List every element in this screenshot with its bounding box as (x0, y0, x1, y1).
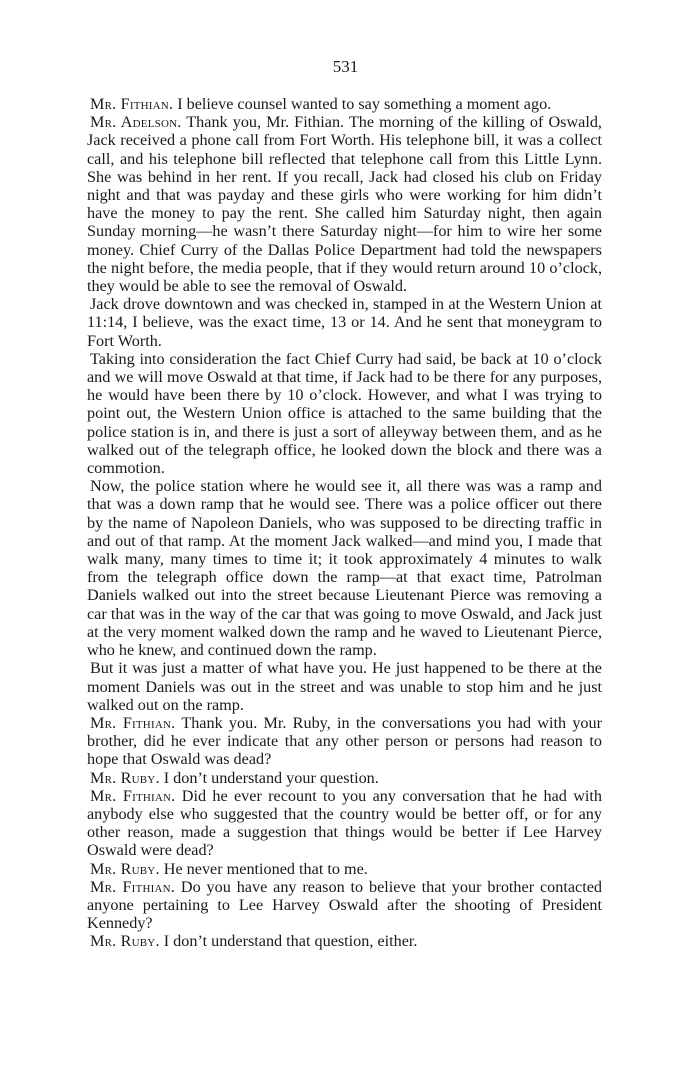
paragraph-10 (87, 860, 602, 878)
paragraph-text: He never mentioned that to me. (159, 859, 368, 878)
paragraph-text: I don’t understand that question, either. (159, 932, 418, 951)
paragraph-7 (87, 714, 602, 769)
paragraph-text: Thank you. Mr. Ruby, in the conversations you had with your brother, did he ever indicate that any other person or persons had reason to hope that Oswald was dead? (87, 713, 602, 769)
speaker-label: Mr. Fithian. (90, 95, 174, 113)
paragraph-2 (87, 113, 602, 295)
paragraph-text: Thank you, Mr. Fithian. The morning of the killing of Oswald, Jack received a phone call from Fort Worth. His telephone bill, it was a collect call, and his telephone bill reflected that telephone call from this Little Lynn. She was behind in her rent. If you recall, Jack had closed his club on Friday night and that was payday and these girls who were working for him didn’t have the money to pay the rent. She called him Saturday night, then again Sunday morning—he wasn’t there Saturday night—for him to wire her some money. Chief Curry of the Dallas Police Department had told the newspapers the night before, the media people, that if they would return around 10 o’clock, they would be able to see the removal of Oswald. (87, 113, 602, 296)
paragraph-3 (87, 295, 602, 350)
speaker-label: Mr. Adelson. (90, 113, 182, 132)
paragraph-text: But it was just a matter of what have you. He just happened to be there at the moment Daniels was out in the street and was unable to stop him and he just walked out on the ramp. (87, 659, 602, 714)
speaker-label: Mr. Ruby. (90, 932, 160, 951)
speaker-label: Mr. Ruby. (90, 768, 160, 787)
paragraph-1 (87, 95, 602, 113)
speaker-label: Mr. Fithian. (90, 877, 175, 896)
paragraph-text: Taking into consideration the fact Chief Curry had said, be back at 10 o’clock and we will move Oswald at that time, if Jack had to be there for any purposes, he would have been there by 10 o’clock. However, and what I was trying to point out, the Western Union office is attached to the same building that the police station is in, and there is just a sort of alleyway between them, and as he walked out of the telegraph office, he looked down the block and there was a commotion. (87, 349, 602, 478)
speaker-label: Mr. Fithian. (90, 786, 176, 805)
transcript-body (87, 95, 602, 951)
paragraph-5 (87, 477, 602, 659)
paragraph-text: I believe counsel wanted to say something a moment ago. (173, 95, 552, 113)
paragraph-4 (87, 350, 602, 477)
paragraph-text: Do you have any reason to believe that your brother contacted anyone pertaining to Lee Harvey Oswald after the shooting of President Kennedy? (87, 877, 602, 933)
paragraph-text: Jack drove downtown and was checked in, stamped in at the Western Union at 11:14, I believe, was the exact time, 13 or 14. And he sent that moneygram to Fort Worth. (87, 295, 602, 350)
paragraph-6 (87, 659, 602, 714)
paragraph-8 (87, 769, 602, 787)
paragraph-12 (87, 932, 602, 950)
speaker-label: Mr. Fithian. (90, 713, 176, 732)
paragraph-text: Did he ever recount to you any conversation that he had with anybody else who suggested that the country would be better off, or for any other reason, made a suggestion that things would be better if Lee Harvey Oswald were dead? (87, 786, 602, 860)
paragraph-text: I don’t understand your question. (159, 768, 379, 787)
paragraph-text: Now, the police station where he would see it, all there was was a ramp and that was a down ramp that he would see. There was a police officer out there by the name of Napoleon Daniels, who was supposed to be directing traffic in and out of that ramp. At the moment Jack walked—and mind you, I made that walk many, many times to time it; it took approximately 4 minutes to walk from the telegraph office down the ramp—at that exact time, Patrolman Daniels walked out into the street because Lieutenant Pierce was removing a car that was in the way of the car that was going to move Oswald, and Jack just at the very moment walked down the ramp and he waved to Lieutenant Pierce, who he knew, and continued down the ramp. (87, 477, 602, 660)
paragraph-11 (87, 878, 602, 933)
paragraph-9 (87, 787, 602, 860)
page-number: 531 (332, 57, 359, 76)
speaker-label: Mr. Ruby. (90, 859, 160, 878)
